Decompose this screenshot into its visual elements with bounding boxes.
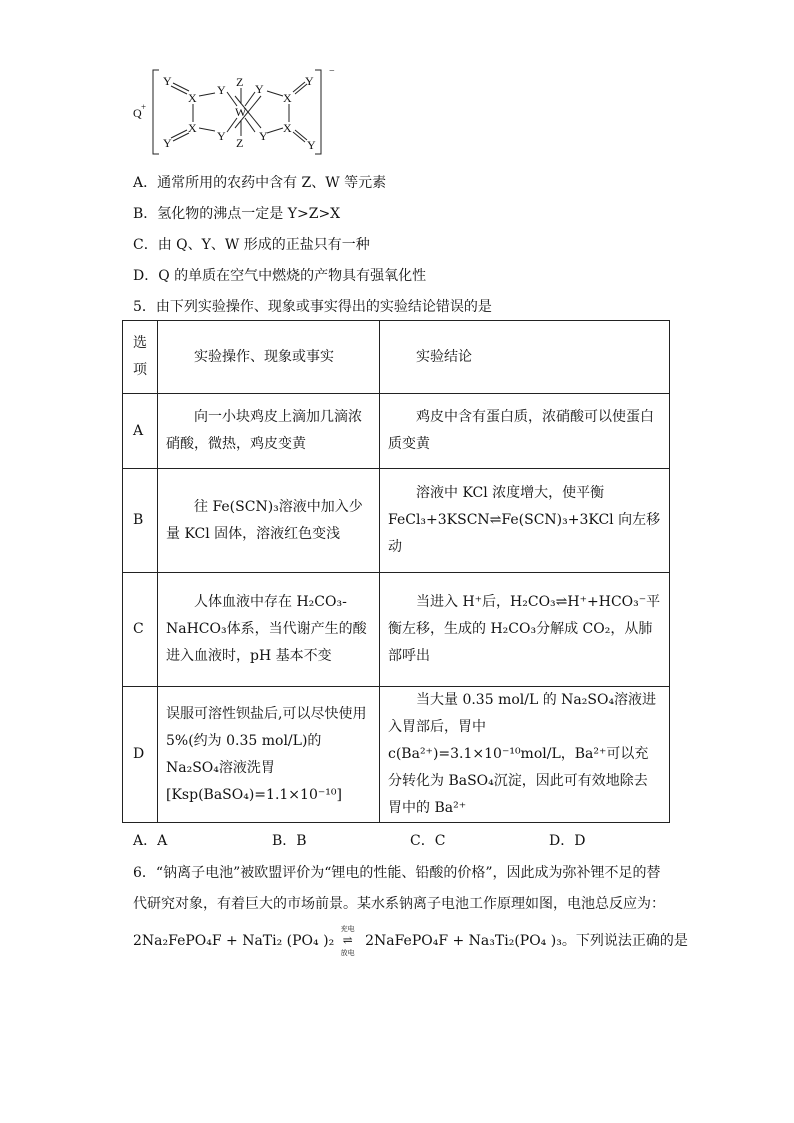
atom-x: X	[283, 121, 292, 135]
row-operation: 往 Fe(SCN)₃溶液中加入少量 KCl 固体，溶液红色变浅	[158, 469, 380, 573]
table-row	[123, 687, 670, 823]
atom-y: Y	[163, 74, 172, 88]
cation-symbol: Q	[133, 106, 142, 120]
atom-x: X	[188, 121, 197, 135]
atom-y: Y	[163, 136, 172, 150]
anion-charge: −	[329, 66, 335, 77]
row-conclusion: 鸡皮中含有蛋白质，浓硝酸可以使蛋白质变黄	[380, 394, 670, 469]
atom-x: X	[188, 91, 197, 105]
atom-z: Z	[236, 75, 244, 89]
row-label: C	[123, 573, 158, 687]
atom-y: Y	[217, 129, 226, 143]
table-row	[123, 394, 670, 469]
row-operation: 人体血液中存在 H₂CO₃-NaHCO₃体系，当代谢产生的酸进入血液时，pH 基本不变	[158, 573, 380, 687]
charge-label: 充电	[340, 925, 355, 933]
atom-y: Y	[307, 138, 316, 152]
atom-z: Z	[236, 136, 244, 150]
row-label: A	[123, 394, 158, 469]
equation-left: 2Na₂FePO₄F + NaTi₂ (PO₄ )₂	[133, 933, 335, 949]
q6-equation	[133, 925, 688, 957]
q5-choice-d[interactable]: D．D	[549, 833, 586, 849]
atom-x: X	[283, 91, 292, 105]
row-operation: 向一小块鸡皮上滴加几滴浓硝酸，微热，鸡皮变黄	[158, 394, 380, 469]
q4-option-b: B．氢化物的沸点一定是 Y>Z>X	[133, 206, 341, 222]
q4-option-d: D．Q 的单质在空气中燃烧的产物具有强氧化性	[133, 268, 427, 284]
discharge-label: 放电	[340, 949, 355, 957]
q5-stem: 5．由下列实验操作、现象或事实得出的实验结论错误的是	[133, 299, 492, 315]
row-operation: 误服可溶性钡盐后,可以尽快使用 5%(约为 0.35 mol/L)的 Na₂SO₄溶液洗胃[Ksp(BaSO₄)=1.1×10⁻¹⁰]	[158, 687, 380, 823]
row-conclusion: 当大量 0.35 mol/L 的 Na₂SO₄溶液进入胃部后，胃中 c(Ba²⁺)=3.1×10⁻¹⁰mol/L，Ba²⁺可以充分转化为 BaSO₄沉淀，因此可有效地除去胃中的 Ba²⁺	[380, 687, 670, 823]
atom-y: Y	[255, 82, 264, 96]
cation-charge: +	[141, 102, 147, 112]
atom-w: W	[235, 105, 247, 119]
q5-choice-c[interactable]: C．C	[410, 833, 446, 849]
q4-option-a: A．通常所用的农药中含有 Z、W 等元素	[133, 175, 387, 191]
row-label: D	[123, 687, 158, 823]
atom-y: Y	[217, 83, 226, 97]
structural-formula	[133, 66, 343, 158]
q6-line-2: 代研究对象，有着巨大的市场前景。某水系钠离子电池工作原理如图，电池总反应为：	[133, 896, 665, 912]
q5-choice-b[interactable]: B．B	[272, 833, 307, 849]
q5-choice-a[interactable]: A．A	[133, 833, 168, 849]
atom-y: Y	[305, 74, 314, 88]
table-row	[123, 469, 670, 573]
q6-line-1: 6．“钠离子电池”被欧盟评价为“锂电的性能、铅酸的价格”，因此成为弥补锂不足的替	[133, 865, 661, 881]
row-conclusion: 溶液中 KCl 浓度增大，使平衡 FeCl₃+3KSCN⇌Fe(SCN)₃+3KCl 向左移动	[380, 469, 670, 573]
q4-option-c: C．由 Q、Y、W 形成的正盐只有一种	[133, 237, 370, 253]
row-label: B	[123, 469, 158, 573]
arrow-icon: ⇌	[342, 933, 353, 947]
experiment-table	[122, 320, 670, 823]
table-row	[123, 573, 670, 687]
header-option: 选 项	[123, 321, 158, 394]
table-header-row	[123, 321, 670, 394]
header-conclusion: 实验结论	[380, 321, 670, 394]
atom-y: Y	[259, 129, 268, 143]
header-operation: 实验操作、现象或事实	[158, 321, 380, 394]
row-conclusion: 当进入 H⁺后，H₂CO₃⇌H⁺+HCO₃⁻平衡左移，生成的 H₂CO₃分解成 CO₂，从肺部呼出	[380, 573, 670, 687]
equation-right: 2NaFePO₄F + Na₃Ti₂(PO₄ )₃。下列说法正确的是	[365, 933, 688, 949]
equilibrium-arrow	[339, 925, 361, 957]
